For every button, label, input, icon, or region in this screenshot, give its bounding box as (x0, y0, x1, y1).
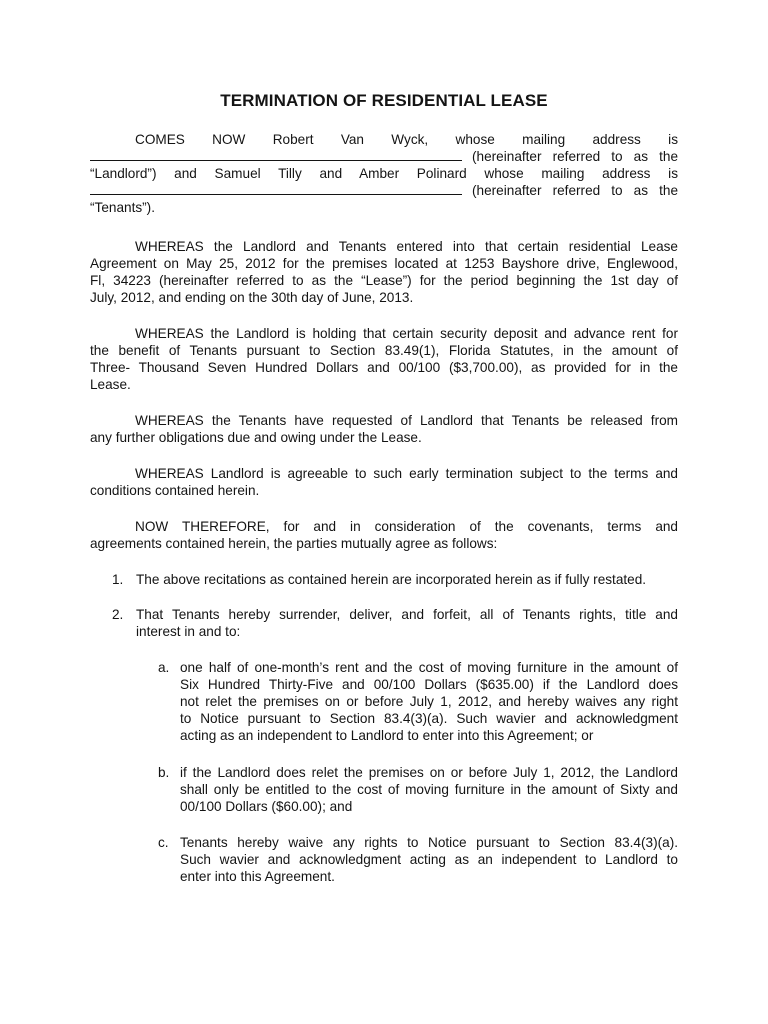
whereas3-line-1: WHEREAS the Tenants have requested of Landlord that Tenants be released from (135, 413, 678, 428)
list-item-2-line-1: That Tenants hereby surrender, deliver, and forfeit, all of Tenants rights, title and (136, 607, 678, 622)
address-blank-line (90, 148, 462, 161)
sub-item-letter: a. (158, 660, 170, 675)
address-blank-line (90, 182, 462, 195)
intro-line-1: COMES NOW Robert Van Wyck, whose mailing address is (135, 132, 678, 147)
sub-item-letter: b. (158, 765, 170, 780)
sub-item-a-line-5: acting as an independent to Landlord to enter into this Agreement; or (180, 728, 594, 743)
intro-line-3: “Landlord”) and Samuel Tilly and Amber Polinard whose mailing address is (90, 166, 678, 181)
whereas1-line-3: Fl, 34223 (hereinafter referred to as the “Lease”) for the period beginning the 1st day of (90, 273, 678, 288)
document-title: TERMINATION OF RESIDENTIAL LEASE (220, 91, 548, 110)
intro-line-4-text: (hereinafter referred to as the (472, 183, 678, 198)
sub-item-letter: c. (158, 835, 169, 850)
sub-item-b-line-3: 00/100 Dollars ($60.00); and (180, 799, 353, 814)
intro-line-2 (90, 148, 678, 165)
whereas-paragraph-3 (90, 412, 678, 446)
whereas3-line-2: any further obligations due and owing under the Lease. (90, 430, 422, 445)
now-therefore-line-1: NOW THEREFORE, for and in consideration of the covenants, terms and (135, 519, 678, 534)
sub-item-c-line-2: Such wavier and acknowledgment acting as an independent to Landlord to (180, 852, 678, 867)
sub-item-a-line-1: one half of one-month’s rent and the cost of moving furniture in the amount of (180, 660, 678, 675)
sub-item-c-line-3: enter into this Agreement. (180, 869, 335, 884)
intro-paragraph (90, 131, 678, 216)
now-therefore-line-2: agreements contained herein, the parties mutually agree as follows: (90, 536, 498, 551)
whereas2-line-3: Three- Thousand Seven Hundred Dollars and 00/100 ($3,700.00), as provided for in the (90, 360, 678, 375)
list-item-number: 1. (112, 572, 124, 587)
intro-line-4 (90, 182, 678, 199)
sub-item-b-line-2: shall only be entitled to the cost of moving furniture in the amount of Sixty and (180, 782, 678, 797)
whereas1-line-1: WHEREAS the Landlord and Tenants entered into that certain residential Lease (135, 239, 678, 254)
sub-item-a-line-3: not relet the premises on or before July 1, 2012, and hereby waives any right (180, 694, 678, 709)
list-item-2-line-2: interest in and to: (136, 624, 241, 639)
whereas1-line-2: Agreement on May 25, 2012 for the premises located at 1253 Bayshore drive, Englewood, (90, 256, 678, 271)
intro-line-5: “Tenants”). (90, 200, 155, 215)
list-item-1-line-1: The above recitations as contained herein are incorporated herein as if fully restated. (136, 572, 647, 587)
whereas4-line-1: WHEREAS Landlord is agreeable to such early termination subject to the terms and (135, 466, 678, 481)
sub-item-b-line-1: if the Landlord does relet the premises on or before July 1, 2012, the Landlord (180, 765, 678, 780)
intro-line-2-text: (hereinafter referred to as the (472, 149, 678, 164)
whereas2-line-1: WHEREAS the Landlord is holding that certain security deposit and advance rent for (135, 326, 678, 341)
whereas2-line-2: the benefit of Tenants pursuant to Section 83.49(1), Florida Statutes, in the amount of (90, 343, 678, 358)
whereas-paragraph-1 (90, 238, 678, 306)
list-item-number: 2. (112, 607, 124, 622)
whereas2-line-4: Lease. (90, 377, 131, 392)
whereas-paragraph-2 (90, 325, 678, 393)
whereas1-line-4: July, 2012, and ending on the 30th day of June, 2013. (90, 290, 414, 305)
sub-item-a-line-4: to Notice pursuant to Section 83.4(3)(a). Such wavier and acknowledgment (180, 711, 678, 726)
whereas4-line-2: conditions contained herein. (90, 483, 260, 498)
sub-item-a-line-2: Six Hundred Thirty-Five and 00/100 Dollars ($635.00) if the Landlord does (180, 677, 678, 692)
now-therefore-paragraph (90, 518, 678, 552)
whereas-paragraph-4 (90, 465, 678, 499)
sub-item-c-line-1: Tenants hereby waive any rights to Notice pursuant to Section 83.4(3)(a). (180, 835, 678, 850)
